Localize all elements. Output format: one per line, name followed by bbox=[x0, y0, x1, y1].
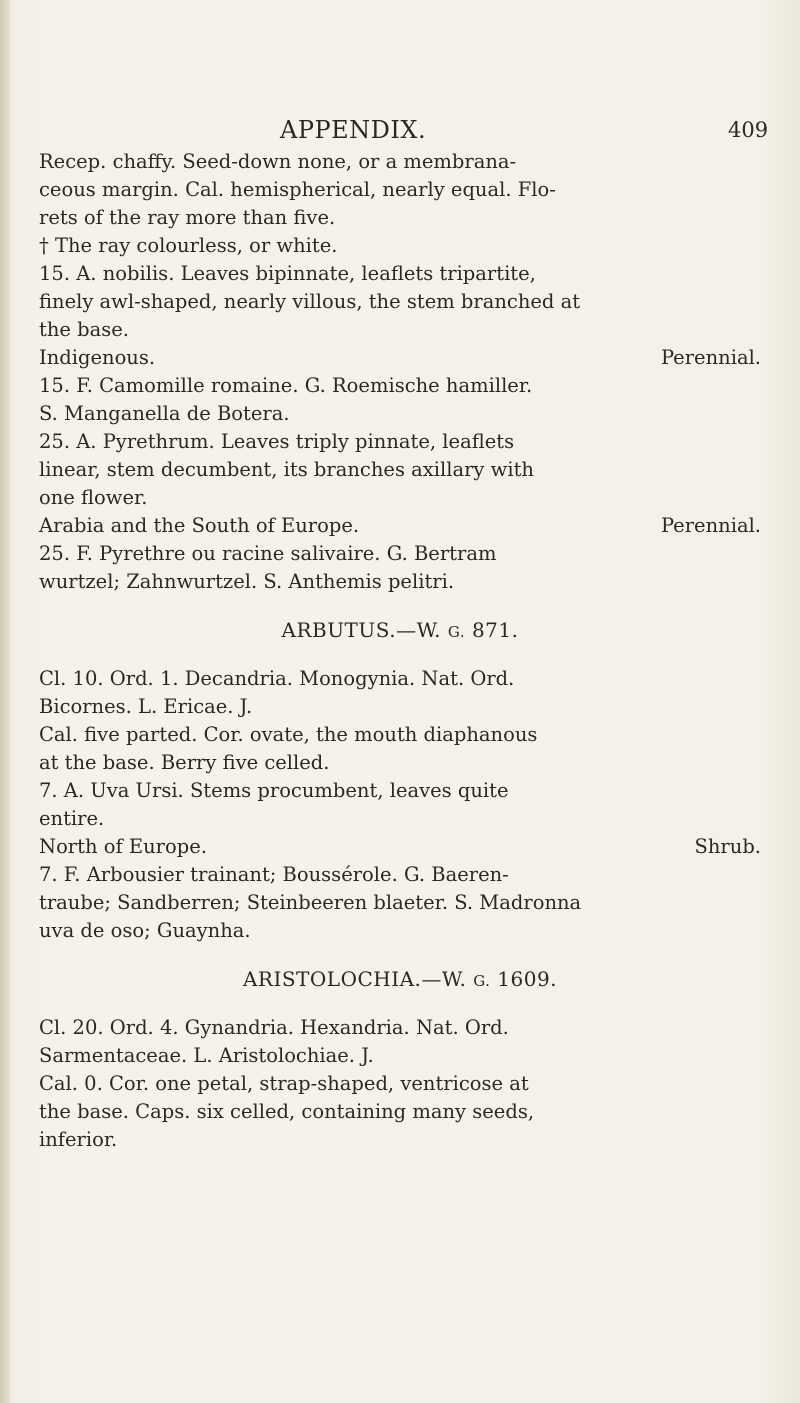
text-line: Cal. 0. Cor. one petal, strap-shaped, ventricose at bbox=[39, 1072, 529, 1095]
running-title: APPENDIX. bbox=[280, 116, 427, 144]
text-line: rets of the ray more than five. bbox=[39, 206, 336, 229]
text-line: ceous margin. Cal. hemispherical, nearly equal. Flo- bbox=[39, 178, 556, 201]
text-line bbox=[39, 512, 761, 540]
text-line: † The ray colourless, or white. bbox=[39, 234, 338, 257]
heading-ref-number: 1609. bbox=[497, 967, 558, 991]
text-line: entire. bbox=[39, 807, 105, 830]
native-region: Arabia and the South of Europe. bbox=[39, 514, 360, 537]
text-line: 15. F. Camomille romaine. G. Roemische hamiller. bbox=[39, 374, 533, 397]
text-line: Cl. 10. Ord. 1. Decandria. Monogynia. Nat. Ord. bbox=[39, 667, 515, 690]
text-line: 25. A. Pyrethrum. Leaves triply pinnate, leaflets bbox=[39, 430, 515, 453]
text-line: traube; Sandberren; Steinbeeren blaeter. S. Madronna bbox=[39, 891, 582, 914]
text-line: the base. bbox=[39, 318, 129, 341]
text-line: 7. A. Uva Ursi. Stems procumbent, leaves quite bbox=[39, 779, 509, 802]
text-line: S. Manganella de Botera. bbox=[39, 402, 290, 425]
heading-ref-number: 871. bbox=[471, 618, 519, 642]
text-line: 7. F. Arbousier trainant; Boussérole. G. Baeren- bbox=[39, 863, 509, 886]
native-region: Indigenous. bbox=[39, 346, 156, 369]
heading-ref-prefix: G. bbox=[447, 623, 466, 641]
text-line: 25. F. Pyrethre ou racine salivaire. G. Bertram bbox=[39, 542, 497, 565]
section-heading bbox=[0, 618, 800, 642]
text-line: Cal. five parted. Cor. ovate, the mouth diaphanous bbox=[39, 723, 538, 746]
text-line: 15. A. nobilis. Leaves bipinnate, leaflets tripartite, bbox=[39, 262, 536, 285]
heading-title: ARBUTUS.—W. bbox=[281, 618, 442, 642]
duration: Perennial. bbox=[660, 514, 761, 537]
text-line: finely awl-shaped, nearly villous, the stem branched at bbox=[39, 290, 581, 313]
duration: Perennial. bbox=[660, 346, 761, 369]
text-line: Sarmentaceae. L. Aristolochiae. J. bbox=[39, 1044, 374, 1067]
native-region: North of Europe. bbox=[39, 835, 207, 858]
duration: Shrub. bbox=[694, 835, 761, 858]
text-line: wurtzel; Zahnwurtzel. S. Anthemis pelitri. bbox=[39, 570, 455, 593]
text-line: one flower. bbox=[39, 486, 148, 509]
text-line: at the base. Berry five celled. bbox=[39, 751, 330, 774]
page-number: 409 bbox=[728, 118, 769, 142]
text-line: Bicornes. L. Ericae. J. bbox=[39, 695, 253, 718]
text-line bbox=[39, 344, 761, 372]
text-line: uva de oso; Guaynha. bbox=[39, 919, 251, 942]
heading-ref-prefix: G. bbox=[473, 972, 491, 990]
text-line: Recep. chaffy. Seed-down none, or a membrana- bbox=[39, 150, 517, 173]
heading-title: ARISTOLOCHIA.—W. bbox=[242, 967, 467, 991]
text-line: linear, stem decumbent, its branches axillary with bbox=[39, 458, 534, 481]
text-line: the base. Caps. six celled, containing many seeds, bbox=[39, 1100, 535, 1123]
text-line: Cl. 20. Ord. 4. Gynandria. Hexandria. Nat. Ord. bbox=[39, 1016, 509, 1039]
text-line bbox=[39, 833, 761, 861]
section-heading bbox=[0, 967, 800, 991]
page-binding-edge bbox=[0, 0, 10, 1403]
text-line: inferior. bbox=[39, 1128, 118, 1151]
